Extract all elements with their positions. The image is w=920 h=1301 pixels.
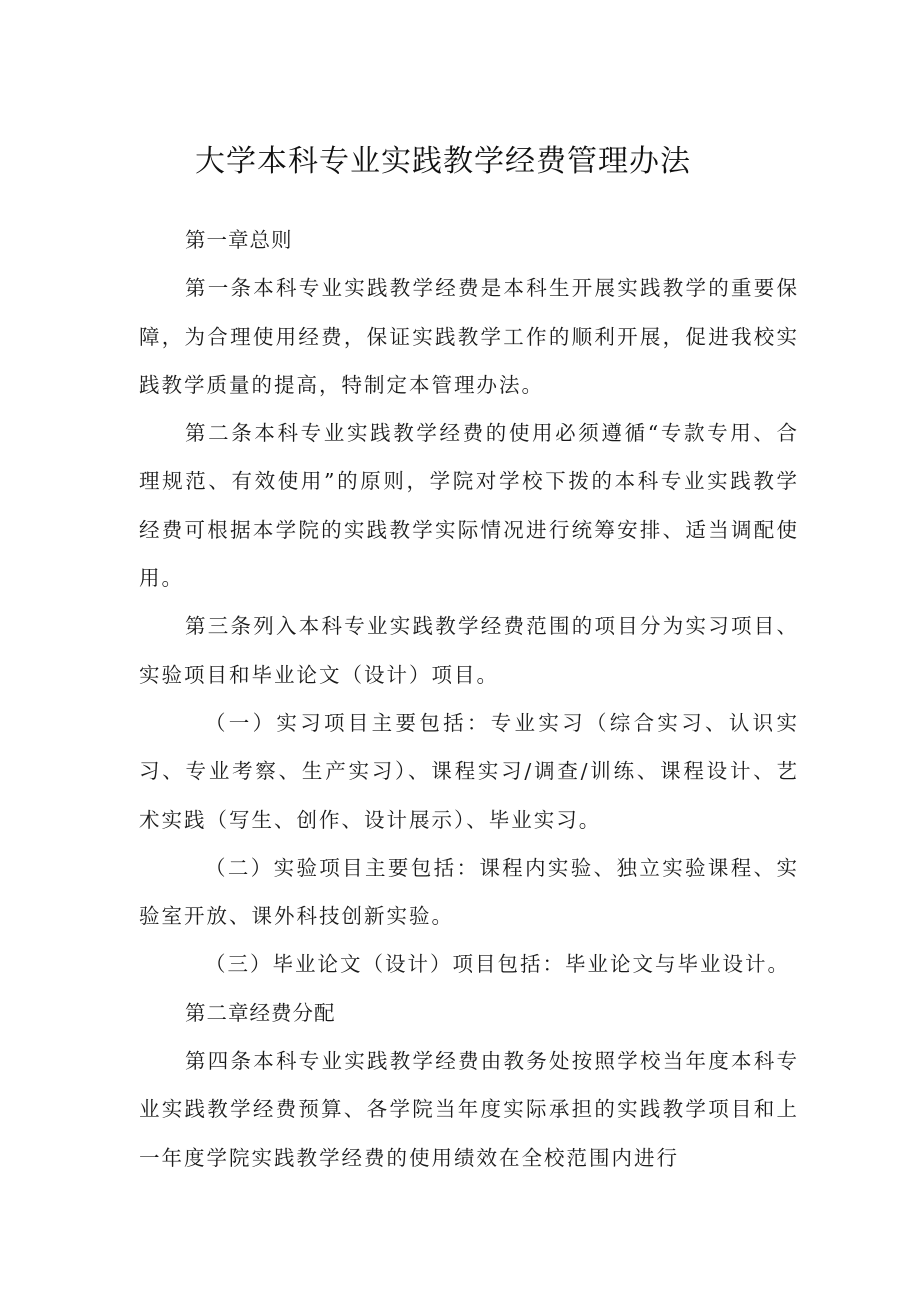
chapter-heading-1: 第一章总则	[185, 228, 293, 252]
article-3: 第三条列入本科专业实践教学经费范围的项目分为实习项目、实验项目和毕业论文（设计）项目。	[139, 614, 799, 687]
list-item-experiment: （二）实验项目主要包括：课程内实验、独立实验课程、实验室开放、课外科技创新实验。	[139, 855, 799, 929]
document-body	[139, 216, 799, 1182]
article-2: 第二条本科专业实践教学经费的使用必须遵循“专款专用、合理规范、有效使用”的原则，学院对学校下拨的本科专业实践教学经费可根据本学院的实践教学实际情况进行统筹安排、适当调配使用。	[139, 421, 799, 591]
list-item-thesis: （三）毕业论文（设计）项目包括：毕业论文与毕业设计。	[205, 952, 790, 977]
chapter-heading-2: 第二章经费分配	[185, 1000, 336, 1025]
article-1: 第一条本科专业实践教学经费是本科生开展实践教学的重要保障，为合理使用经费，保证实践教学工作的顺利开展，促进我校实践教学质量的提高，特制定本管理办法。	[139, 276, 799, 397]
list-item-internship: （一）实习项目主要包括：专业实习（综合实习、认识实习、专业考察、生产实习）、课程实习/调查/训练、课程设计、艺术实践（写生、创作、设计展示）、毕业实习。	[139, 710, 799, 832]
document-title: 大学本科专业实践教学经费管理办法	[195, 144, 691, 179]
article-4: 第四条本科专业实践教学经费由教务处按照学校当年度本科专业实践教学经费预算、各学院当年度实际承担的实践教学项目和上一年度学院实践教学经费的使用绩效在全校范围内进行	[139, 1049, 799, 1170]
